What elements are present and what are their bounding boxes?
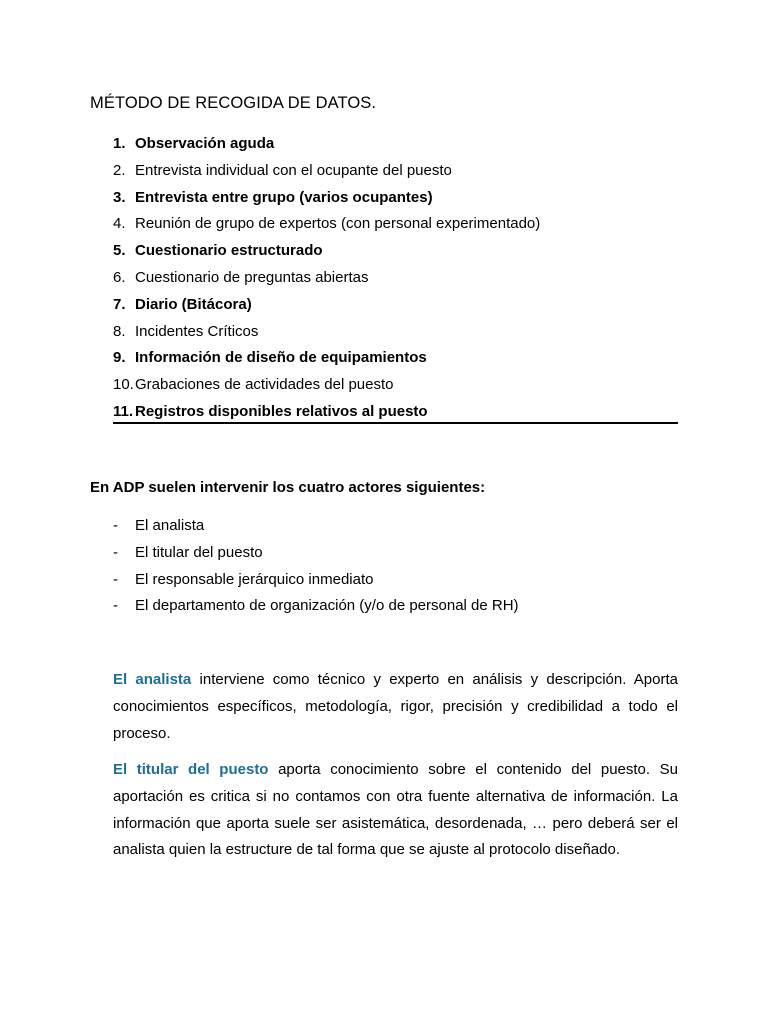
item-label: Cuestionario estructurado — [135, 242, 323, 260]
item-number: 1. — [113, 135, 126, 152]
item-number: 4. — [113, 215, 126, 233]
list-item — [113, 569, 519, 596]
item-number: 8. — [113, 322, 126, 340]
item-label: Información de diseño de equipamientos — [135, 349, 427, 367]
item-label: Reunión de grupo de expertos (con personal experimentado) — [135, 215, 541, 233]
item-number: 5. — [113, 242, 126, 260]
list-item — [113, 515, 519, 542]
list-item — [113, 267, 678, 294]
list-item — [113, 133, 678, 160]
item-label: Observación aguda — [135, 135, 275, 152]
highlighted-term: El analista — [113, 671, 192, 688]
actors-heading: En ADP suelen intervenir los cuatro actores siguientes: — [90, 479, 486, 496]
list-item — [113, 160, 678, 187]
item-label: Diario (Bitácora) — [135, 295, 252, 313]
paragraph-text: aporta conocimiento sobre el contenido del puesto. Su aportación es critica si no contamos con otra fuente alternativa de información. La información que aporta suele ser asistemática, desordenada, … pero deberá ser el analista quien la estructure de tal forma que se ajuste al protocolo diseñado. — [113, 761, 678, 859]
item-label: Incidentes Críticos — [135, 322, 259, 340]
item-label: Cuestionario de preguntas abiertas — [135, 268, 369, 286]
item-number: 2. — [113, 161, 126, 179]
item-number: 9. — [113, 349, 126, 367]
list-item — [113, 401, 678, 424]
item-number: 10. — [113, 376, 134, 394]
item-label: Registros disponibles relativos al puesto — [135, 402, 428, 420]
highlighted-term: El titular del puesto — [113, 761, 269, 778]
list-item — [113, 347, 678, 374]
analyst-paragraph — [113, 667, 678, 747]
item-label: El responsable jerárquico inmediato — [135, 570, 374, 588]
list-item — [113, 374, 678, 401]
holder-paragraph — [113, 757, 678, 864]
actors-list — [113, 515, 519, 622]
methods-list — [113, 133, 678, 424]
bullet-dash: - — [113, 597, 118, 615]
bullet-dash: - — [113, 517, 118, 534]
paragraph-text: interviene como técnico y experto en análisis y descripción. Aporta conocimientos específicos, metodología, rigor, precisión y credibilidad a todo el proceso. — [113, 671, 679, 742]
page-title: MÉTODO DE RECOGIDA DE DATOS. — [90, 94, 377, 112]
list-item — [113, 321, 678, 348]
item-label: El analista — [135, 517, 205, 534]
list-item — [113, 213, 678, 240]
list-item — [113, 542, 519, 569]
list-item — [113, 294, 678, 321]
item-number: 7. — [113, 295, 126, 313]
bullet-dash: - — [113, 543, 118, 561]
item-label: Entrevista entre grupo (varios ocupantes) — [135, 188, 433, 206]
item-label: Entrevista individual con el ocupante del puesto — [135, 161, 452, 179]
item-number: 6. — [113, 268, 126, 286]
item-label: El titular del puesto — [135, 543, 263, 561]
bullet-dash: - — [113, 570, 118, 588]
list-item — [113, 240, 678, 267]
item-number: 11. — [113, 402, 134, 420]
item-label: El departamento de organización (y/o de personal de RH) — [135, 597, 519, 615]
item-label: Grabaciones de actividades del puesto — [135, 376, 394, 394]
item-number: 3. — [113, 188, 126, 206]
list-item — [113, 595, 519, 622]
list-item — [113, 187, 678, 214]
